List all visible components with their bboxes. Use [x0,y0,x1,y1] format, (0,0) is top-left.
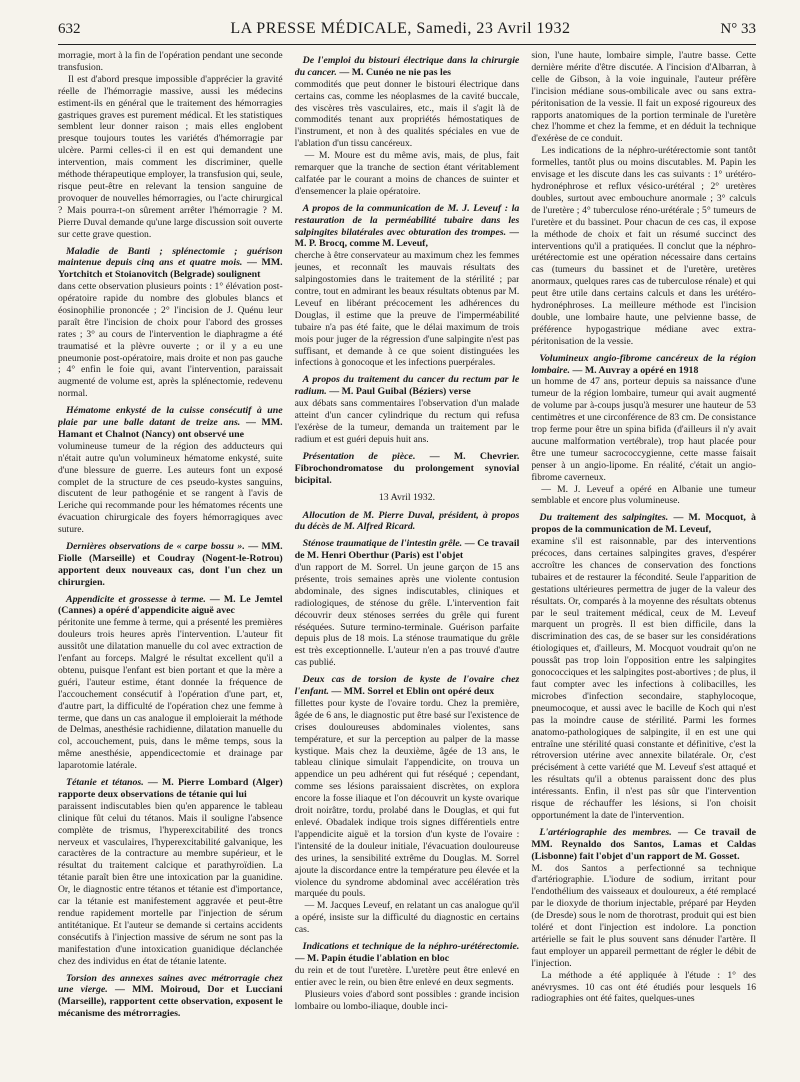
section-author: — M. Mocquot, à propos de la communication de M. Leveuf, [531,512,756,536]
section-title: Appendicite et grossesse à terme. [66,593,206,605]
section-title: Volumineux angio-fibrome cancéreux de la région lombaire. [531,352,756,376]
section-heading [295,203,520,251]
section-author: — M. P. Brocq, comme M. Leveuf, [294,226,520,250]
paragraph: aux débats sans commentaires l'observation d'un malade atteint d'un cancer cylindrique du rectum qui refusa l'exérèse de la tumeur, demanda un traitement par le radium et est guéri depuis huit ans. [294,398,520,445]
paragraph: un homme de 47 ans, porteur depuis sa naissance d'une tumeur de la région lombaire, tumeur qui avait augmenté de volume par à-coups jusqu'à mesurer une hauteur de 53 centimètres et une circonférence de 83 cm. De consistance trop ferme pour être un spina bifida (d'ailleurs il n'y avait aucune malformation vertébrale), trop haut placée pour être une tumeur sacrococcygienne, cette masse faisait penser à un angio-lipome. En réalité, c'était un angio-fibrome caverneux. [531,376,756,483]
section-author: — MM. Sorrel et Eblin ont opéré deux [328,686,495,698]
section-heading [58,777,283,801]
journal-title: LA PRESSE MÉDICALE, Samedi, 23 Avril 1932 [230,20,571,37]
paragraph: du rein et de tout l'uretère. L'uretère peut être enlevé en entier avec le rein, ou bien être enlevé en deux segments. [294,964,520,988]
paragraph: commodités que peut donner le bistouri électrique dans certains cas, comme les néoplasmes de la cavité buccale, des viscères très vasculaires, etc., mais il s'agit là de commodités tenant aux propriétés hémostatiques de l'instrument, et non à des qualités spéciales en vue de l'ablation d'un tissu cancéreux. [294,78,520,150]
paragraph: — M. J. Leveuf a opéré en Albanie une tumeur semblable et encore plus volumineuse. [531,483,756,507]
section-title: Maladie de Banti ; splénectomie ; guérison maintenue depuis cinq ans et quatre mois. [58,245,283,269]
section-title: Torsion des annexes saines avec métrorragie chez une vierge. [58,972,283,996]
section-title: L'artériographie des membres. [539,826,672,838]
paragraph: — M. Jacques Leveuf, en relatant un cas analogue qu'il a opéré, insiste sur la difficulté du diagnostic en certains cas. [294,900,520,936]
section-heading [531,353,756,377]
section-heading [58,405,283,441]
section-title: Sténose traumatique de l'intestin grêle. [302,538,463,550]
section-author: — Ce travail de M. Henri Oberthur (Paris) est l'objet [294,538,520,562]
text-columns [58,50,756,1076]
section-title: Indications et technique de la néphro-urétérectomie. [302,941,520,953]
issue-number: N° 33 [720,20,756,37]
paragraph: volumineuse tumeur de la région des adducteurs qui n'était autre qu'un volumineux hématome enkysté, suite d'une blessure de guerre. Les auteurs font un exposé complet de la structure de ces pseudo-kystes sanguins, discutent de leur pathogénie et se rangent à l'avis de Leriche qui recommande pour les hématomes récents une évacuation chirurgicale des foyers hémorragiques avec suture. [58,440,283,536]
section-heading [295,674,520,698]
section-author: — MM. Yortchitch et Stoianovitch (Belgrade) soulignent [58,257,283,281]
section-heading [295,510,520,534]
section-title: Deux cas de torsion de kyste de l'ovaire chez l'enfant. [294,674,520,698]
column-middle [295,50,520,1076]
paragraph: dans cette observation plusieurs points : 1° élévation post-opératoire rapide du nombre des globules blancs et éosinophilie prononcée ; 2° l'incision de J. Quénu leur paraît être l'incision de choix pour l'abord des grosses rates ; 3° au cours de l'intervention le diaphragme a été traumatisé et la plèvre ouverte ; or il y a eu une pneumonie post-opératoire, mais droite et non pas gauche ; 4° enfin le foie qui, avant l'intervention, paraissait augmenté de volume est, après la splénectomie, redevenu normal. [58,281,283,400]
section-author: — M. Auvray a opéré en 1918 [570,364,699,376]
section-heading [295,374,520,398]
paragraph: d'un rapport de M. Sorrel. Un jeune garçon de 15 ans présente, trois semaines après une violente contusion abdominale, des signes indiscutables, cliniques et radiologiques, de sténose du grêle. L'intervention fait découvrir deux sténoses serrées du grêle qui furent réséquées. Suture termino-terminale. Guérison parfaite depuis plus de 18 mois. La sténose traumatique du grêle est très exceptionnelle. L'auteur n'en a pas trouvé d'autre cas publié. [294,562,520,669]
section-heading [58,973,283,1021]
paragraph: Plusieurs voies d'abord sont possibles : grande incision lombaire ou lombo-iliaque, double inci- [294,988,520,1012]
paragraph: M. dos Santos a perfectionné sa technique d'artériographie. L'iodure de sodium, irritant pour l'endothélium des vaisseaux et douloureux, a été remplacé par le dioxyde de thorium injectable, préparé par Heyden (de Dresde) sous le nom de thorotrast, produit qui est bien toléré et dont l'injection est indolore. La ponction artérielle se fait le plus souvent sans dénuder l'artère. Il faut employer un appareil permettant de régler le débit de l'injection. [531,862,756,969]
section-heading [58,246,283,282]
section-title: Du traitement des salpingites. [539,512,669,524]
page-number: 632 [58,20,81,37]
paragraph: La méthode a été appliquée à l'étude : 1° des anévrysmes. 10 cas ont été étudiés pour lesquels 16 radiographies ont été faites, quelques-unes [531,969,756,1005]
section-title: Hématome enkysté de la cuisse consécutif à une plaie par une balle datant de treize ans. [58,405,283,429]
paragraph: Il est d'abord presque impossible d'apprécier la gravité réelle de l'hémorragie massive, aussi les médecins estiment-ils en général que le traitement des hémorragies gastriques graves est purement médical. Et les statistiques semblent leur donner raison ; mais elles englobent presque toujours toutes les variétés d'hémorragie par ulcère. Parmi celles-ci il en est qui demandent une intervention, mais comment les discriminer, quelle méthode thérapeutique employer, la transfusion qui, seule, risque peut-être en relevant la tension sanguine de provoquer de nouvelles hémorragies, ou l'acte chirurgical ? Mais pourra-t-on sûrement arrêter l'hémorragie ? M. Pierre Duval demande qu'une large discussion soit ouverte sur cette grave question. [58,73,283,240]
header-rule [58,44,756,45]
section-title: Présentation de pièce. [302,450,416,462]
section-heading [295,941,520,965]
column-right [531,50,756,1076]
section-author: — M. Pierre Lombard (Alger) rapporte deux observations de tétanie qui lui [58,777,283,800]
section-title: De l'emploi du bistouri électrique dans la chirurgie du cancer. [294,55,520,78]
section-heading [295,451,520,487]
section-heading [531,512,756,536]
paragraph: — M. Moure est du même avis, mais, de plus, fait remarquer que la tranche de section étant véritablement calfatée par le courant a moins de chances de suinter et d'ensemencer la plaie opératoire. [294,150,520,197]
page-header [58,16,756,42]
section-author: — M. Le Jemtel (Cannes) a opéré d'appendicite aiguë avec [58,593,283,617]
paragraph: péritonite une femme à terme, qui a présenté les premières douleurs trois heures après l'intervention. L'auteur fit aussitôt une dilatation manuelle du col avec extraction de l'enfant au forceps. Malgré le résultat excellent qu'il a obtenu, puisque l'enfant est bien portant et que la mère a guéri, l'auteur estime, étant donnée la fréquence de l'accouchement consécutif à l'opération d'une part, et, d'autre part, la difficulté de l'opération chez une femme à terme, que dans un cas analogue il emploierait la méthode de Delmas, anesthésie rachidienne, dilatation manuelle du col, accouchement, puis, dans le même temps, sous la même anesthésie, appendicectomie et drainage par laparotomie latérale. [58,617,283,772]
paragraph: examine s'il est raisonnable, par des interventions précoces, dans certaines salpingites graves, d'espérer accroître les chances de conservation des fonctions tubaires et de restaurer la fécondité. Seule l'apparition de gestations ultérieures permettra de juger de la valeur des résultats. Or, comparés à la moyenne des résultats obtenus par le seul traitement médical, ceux de M. Leveuf marquent un progrès. Il est bien difficile, dans la discrimination des cas, de se baser sur les considérations étiologiques et, d'ailleurs, M. Mocquot voudrait qu'on ne poussât pas trop loin l'opposition entre les salpingites gonococciques et les salpingites post-abortives ; de plus, il faut compter avec les infections à colibacilles, les microbes d'infection secondaire, staphylocoque, pneumocoque, et aussi avec le bacille de Koch qui n'est pas la moindre cause de stérilité. Parmi les formes anatomo-pathologiques de salpingite, il en est une qui entraîne une stérilité quasi constante et définitive, c'est la rétroversion utérine avec annexite bilatérale. Or, c'est précisément à cette variété que M. Leveuf s'est attaqué et les résultats qu'il a obtenus paraissent donc des plus intéressants. Enfin, il n'est pas sûr que l'intervention risque de réchauffer les lésions, si l'on choisit opportunément la date de l'intervention. [531,536,756,821]
section-heading [295,538,520,562]
paragraph: sion, l'une haute, lombaire simple, l'autre basse. Cette dernière mérite d'être discutée. A l'incision d'Albarran, à celle de Gibson, à la voie inguinale, l'auteur préfère l'incision médiane sous-ombilicale avec ou sans extra-péritonisation de la vessie. Il fait un exposé rigoureux des rapports anatomiques de la portion terminale de l'uretère chez l'homme et chez la femme, et en déduit la technique d'exérèse de ce conduit. [531,50,756,145]
section-author: — M. Papin étudie l'ablation en bloc [294,952,450,964]
section-heading [531,827,756,863]
section-title: Tétanie et tétanos. [66,777,144,789]
section-title: Dernières observations de « carpe bossu ». [66,541,245,553]
paragraph: fillettes pour kyste de l'ovaire tordu. Chez la première, âgée de 6 ans, le diagnostic put être basé sur l'existence de crises douloureuses abdominales violentes, sans température, et sur la perception au palper de la masse kystique. Mais chez la deuxième, âgée de 13 ans, le tableau clinique simulait l'appendicite, on trouva un appendice un peu adhérent qui fut réséqué ; cependant, comme ses lésions paraissaient discrètes, on explora encore la fosse iliaque et l'on découvrit un kyste ovarique droit noirâtre, tordu, prolabé dans le Douglas, et qui fut enlevé. Obadalek indique trois signes différentiels entre l'appendicite aiguë et la torsion d'un kyste de l'ovaire : l'intensité de la douleur initiale, l'évacuation douloureuse des urines, la sensibilité extrême du Douglas. M. Sorrel ajoute la discordance entre la température peu élevée et la violence du syndrome abdominal avec accélération très marquée du pouls. [294,697,520,900]
section-author: — MM. Moiroud, Dor et Lucciani (Marseille), rapportent cette observation, exposent le mécanisme des métrorragies. [58,984,283,1020]
section-heading [295,55,520,79]
section-author: — Ce travail de MM. Reynaldo dos Santos, Lamas et Caldas (Lisbonne) fait l'objet d'un rapport de M. Gosset. [531,826,756,862]
paragraph: Les indications de la néphro-urétérectomie sont tantôt formelles, tantôt plus ou moins discutables. M. Papin les envisage et les discute dans les cas suivants : 1° urétéro-hydronéphrose et reflux vésico-urétéral ; 2° uretères doubles, surtout avec embouchure anormale ; 3° calculs de l'uretère ; 4° tuberculose réno-urétérale ; 5° tumeurs de l'uretère et du bassinet. Pour chacun de ces cas, il expose la méthode de choix et fait un résumé succinct des interventions qu'il a pratiquées. Il conclut que la néphro-urétérectomie est une opération nécessaire dans certains cas (tumeurs du bassinet et de l'uretère, uretères anormaux, quelques rares cas de tuberculose rénale) et qui peut être utile dans certains calculs et dans les urétéro-hydronéphroses. La meilleure méthode est l'incision double, une lombaire haute, une pelvienne basse, de préférence hypogastrique médiane avec extra-péritonisation de la vessie. [531,145,756,347]
section-heading [58,541,283,589]
section-title: Allocution de M. Pierre Duval, président, à propos du décès de M. Alfred Ricard. [294,509,520,533]
paragraph: cherche à être conservateur au maximum chez les femmes jeunes, et reconnaît les mauvais résultats des salpingostomies dans le traitement de la stérilité ; par contre, tout en admirant les beaux résultats obtenus par M. Leveuf en libérant précocement les adhérences du Douglas, il estime que la preuve de l'imperméabilité tubaire n'a pas été faite, que le délai maximum de trois mois pour juger de la régression d'une salpingite n'est pas suffisant, et demande à ce que soient distinguées les infections à gonocoque et les infections puerpérales. [294,250,520,369]
section-title: A propos du traitement du cancer du rectum par le radium. [294,374,520,398]
section-author: — M. Chevrier. Fibrochondromatose du prolongement synovial bicipital. [294,450,520,486]
session-date: 13 Avril 1932. [378,492,436,504]
section-author: — MM. Fiolle (Marseille) et Coudray (Nogent-le-Rotrou) apportent deux nouveaux cas, dont l'un chez un chirurgien. [58,541,283,588]
section-author: — M. Cunéo ne nie pas les [336,66,452,78]
column-left [58,50,283,1076]
section-author: — MM. Hamant et Chalnot (Nancy) ont observé une [58,417,283,440]
paragraph: paraissent indiscutables bien qu'en apparence le tableau clinique fût celui du tétanos. Mais il souligne l'absence complète de trismus, l'hyperexcitabilité des troncs nerveux et vasculaires, l'hyperexcitabilité galvanique, les caractères de la contracture au membre supérieur, et le résultat du traitement calcique et parathyroïdien. La tétanie paraît bien être une intoxication par la guanidine. Or, le diagnostic entre tétanos et tétanie est d'importance, car la tétanie est manifestement aggravée et peut-être rendue rapidement mortelle par l'injection de sérum antitétanique. Et l'auteur se demande si certains accidents consécutifs à l'injection massive de sérum ne sont pas la manifestation d'une intoxication guanidique déclanchée chez des individus en état de tétanie latente. [58,800,283,967]
section-author: — M. Paul Guibal (Béziers) verse [326,386,471,398]
section-title: A propos de la communication de M. J. Leveuf : la restauration de la perméabilité tubaire dans les salpingites bilatérales avec obturation des trompes. [294,202,520,238]
section-heading [58,594,283,618]
paragraph: morragie, mort à la fin de l'opération pendant une seconde transfusion. [58,50,283,73]
